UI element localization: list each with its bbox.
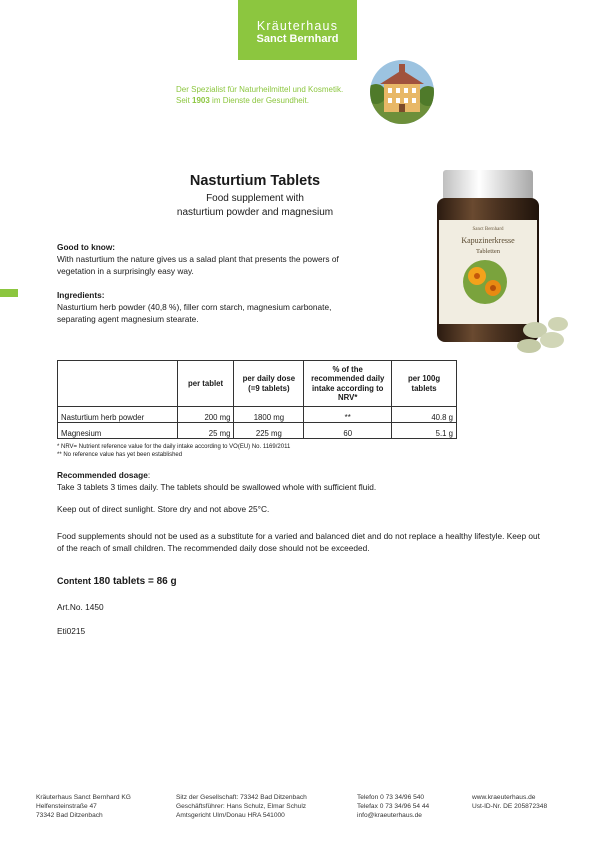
- subtitle-line1: Food supplement with: [206, 193, 304, 204]
- table-header-cell: [58, 361, 178, 407]
- content-label: Content: [57, 576, 94, 586]
- ingredients-section: [57, 290, 377, 325]
- product-title: Nasturtium Tablets: [189, 173, 321, 189]
- table-cell: 60: [304, 423, 392, 439]
- jar-sub: Tabletten: [475, 248, 501, 255]
- footer-city: 73342 Bad Ditzenbach: [36, 812, 103, 819]
- eti-code: Eti0215: [57, 626, 86, 636]
- footer-court: Amtsgericht Ulm/Donau HRA 541000: [176, 812, 285, 819]
- brand-logo: [238, 0, 357, 60]
- footer-management: Geschäftsführer: Hans Schulz, Elmar Schulz: [176, 803, 307, 810]
- warning-section: [57, 531, 567, 555]
- side-marker: [0, 289, 18, 297]
- table-cell: 1800 mg: [234, 407, 304, 423]
- storage-note: Keep out of direct sunlight. Store dry and not above 25°C.: [57, 504, 270, 514]
- good-to-know-heading: Good to know:: [57, 242, 116, 252]
- footer-company-name: Kräuterhaus Sanct Bernhard KG: [36, 794, 131, 801]
- table-header-row: [58, 361, 457, 407]
- subtitle-line2: nasturtium powder and magnesium: [176, 206, 334, 218]
- footnote-no-reference: ** No reference value has yet been established: [57, 452, 183, 458]
- product-subtitle: [120, 192, 390, 219]
- footer-vat-id: Ust-ID-Nr. DE 205872348: [472, 803, 548, 810]
- nutrition-table: [57, 360, 457, 439]
- good-to-know-section: [57, 242, 377, 277]
- product-jar-image: [425, 170, 575, 360]
- tagline: [176, 84, 376, 106]
- dosage-heading-line: Recommended dosage:: [57, 470, 151, 480]
- table-header-cell: % of the recommended daily intake according to NRV*: [304, 361, 392, 407]
- warning-line1: Food supplements should not be used as a substitute for a varied and balanced diet and do not replace a healthy lifestyle. Keep out: [57, 531, 540, 541]
- content-value: 180 tablets = 86 g: [93, 576, 177, 587]
- article-number: Art.No. 1450: [57, 602, 104, 612]
- footer-contact: [357, 793, 467, 820]
- table-row: [58, 423, 457, 439]
- jar-name: Kapuzinerkresse: [461, 236, 515, 245]
- table-cell: 200 mg: [177, 407, 234, 423]
- jar-brand: Sanct Bernhard: [472, 227, 504, 232]
- footer-phone: Telefon 0 73 34/96 540: [357, 794, 425, 801]
- table-cell: Nasturtium herb powder: [58, 407, 178, 423]
- table-cell: **: [304, 407, 392, 423]
- tagline-line2: Seit 1903 im Dienste der Gesundheit.: [176, 96, 309, 105]
- table-cell: Magnesium: [58, 423, 178, 439]
- footer-street: Helfensteinstraße 47: [36, 803, 97, 810]
- headquarters-photo: [370, 60, 434, 124]
- footer-registration: [176, 793, 346, 820]
- table-footnotes: [57, 443, 457, 459]
- warning-line2: of the reach of small children. The recommended daily dose should not be exceeded.: [57, 542, 370, 553]
- brand-line2: Sanct Bernhard: [256, 33, 339, 45]
- table-cell: 40.8 g: [392, 407, 457, 423]
- footer-seat: Sitz der Gesellschaft: 73342 Bad Ditzenbach: [176, 794, 307, 801]
- table-cell: 225 mg: [234, 423, 304, 439]
- dosage-section: [57, 470, 557, 494]
- good-to-know-line1: With nasturtium the nature gives us a salad plant that presents the powers of: [57, 253, 339, 264]
- tagline-line1: Der Spezialist für Naturheilmittel und Kosmetik.: [176, 85, 344, 94]
- footnote-nrv: * NRV= Nutrient reference value for the daily intake according to VO(EU) No. 1169/2011: [57, 444, 291, 450]
- footer-website-link[interactable]: www.kraeuterhaus.de: [472, 794, 536, 801]
- footer-fax: Telefax 0 73 34/96 54 44: [357, 803, 430, 810]
- brand-line1: Kräuterhaus: [256, 19, 339, 33]
- table-header-cell: per tablet: [177, 361, 234, 407]
- table-header-cell: per 100g tablets: [392, 361, 457, 407]
- table-header-cell: per daily dose (=9 tablets): [234, 361, 304, 407]
- table-cell: 5.1 g: [392, 423, 457, 439]
- ingredients-heading: Ingredients:: [57, 290, 105, 300]
- good-to-know-line2: vegetation in a surprisingly easy way.: [57, 265, 194, 276]
- dosage-line1: Take 3 tablets 3 times daily. The tablets should be swallowed whole with sufficient fluid.: [57, 481, 377, 492]
- content-line: [57, 576, 177, 587]
- table-row: [58, 407, 457, 423]
- ingredients-line2: separating agent magnesium stearate.: [57, 313, 199, 324]
- table-cell: 25 mg: [177, 423, 234, 439]
- footer-company: [36, 793, 176, 820]
- footer-web: [472, 793, 587, 811]
- footer-email-link[interactable]: info@kraeuterhaus.de: [357, 812, 422, 819]
- tagline-year: 1903: [192, 96, 210, 105]
- dosage-heading: Recommended dosage: [57, 470, 148, 480]
- ingredients-line1: Nasturtium herb powder (40,8 %), filler corn starch, magnesium carbonate,: [57, 301, 332, 312]
